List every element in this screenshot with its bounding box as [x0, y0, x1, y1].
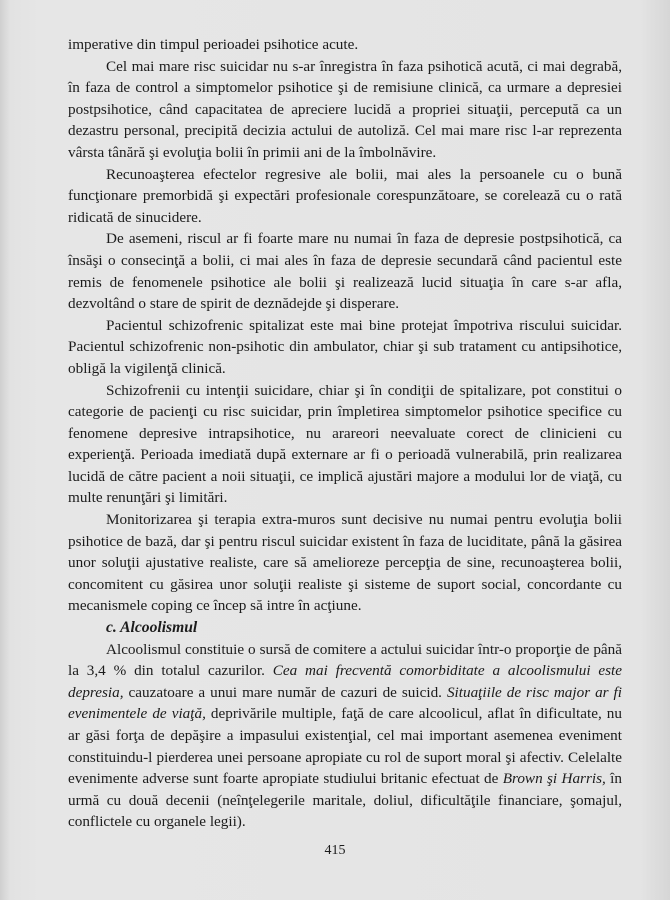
paragraph-monitoring: Monitorizarea şi terapia extra-muros sunt decisive nu numai pentru evoluţia bolii psihotice de bază, dar şi pentru riscul suicidar existent în faza de luciditate, până la găsirea unor soluţii ajustative realiste, care să amelioreze percepţia de sine, recunoaşterea bolii, concomitent cu găsirea unor soluţii realiste şi sisteme de suport social, concordante cu mecanismele coping ce încep să intre în acţiune. — [68, 511, 622, 615]
paragraph-continuation: imperative din timpul perioadei psihotice acute. — [68, 36, 359, 53]
italic-segment: Brown şi Harris, — [502, 770, 606, 788]
text-segment: cauzatoare a unui mare număr de cazuri de suicid. — [123, 683, 447, 701]
text-segment: în urmă cu două decenii (neînţelegerile maritale, doliul, dificultăţile financiare, şomajul, conflictele cu organele legii). — [68, 770, 622, 831]
paragraph-secondary-depression: De asemeni, riscul ar fi foarte mare nu numai în faza de depresie postpsihotică, ca însăşi o consecinţă a bolii, ci mai ales în faza de depresie secundară când pacientul este remis de fenomenele psihotice ale bolii şi realizează lucid situaţia în care s-ar afla, dezvoltând o stare de spirit de deznădejde şi disperare. — [68, 230, 622, 313]
page-number: 415 — [324, 843, 346, 858]
paragraph-regressive-effects: Recunoaşterea efectelor regresive ale bolii, mai ales la persoanele cu o bună funcţionare premorbidă şi expectări profesionale corespunzătoare, se corelează cu o rată ridicată de sinucidere. — [68, 165, 622, 226]
paragraph-suicidal-intent: Schizofrenii cu intenţii suicidare, chiar şi în condiţii de spitalizare, pot constitui o categorie de pacienţi cu risc suicidar, prin împletirea simptomelor psihotice specifice cu fenomene depresive intrapsihotice, nu arareori neevaluate corect de clinicieni cu experienţă. Perioada imediată după externare ar fi o perioadă vulnerabilă, prin realizarea lucidă de către pacient a noii situaţii, ce implică ajustări majore a modului lor de viaţă, cu multe renunţări şi limitări. — [68, 381, 622, 507]
italic-segment: Situaţiile de risc major ar fi evenimentele de viaţă, — [68, 683, 622, 723]
page-body — [68, 34, 622, 833]
section-heading: c. Alcoolismul — [106, 619, 198, 637]
paragraph-hospitalized-patient: Pacientul schizofrenic spitalizat este mai bine protejat împotriva riscului suicidar. Pacientul schizofrenic non-psihotic din ambulator, chiar şi sub tratament cu antipsihotice, obligă la vigilenţă clinică. — [68, 316, 622, 377]
text-segment: deprivările multiple, faţă de care alcoolicul, aflat în dificultate, nu ar găsi forţa de depăşire a impasului existenţial, cel mai important asemenea eveniment constituindu-l pierderea unei persoane apropiate cu rol de suport moral şi afectiv. Celelalte evenimente adverse sunt foarte apropiate studiului britanic efectuat de — [68, 705, 622, 788]
paragraph-risk-postpsychotic: Cel mai mare risc suicidar nu s-ar înregistra în faza psihotică acută, ci mai degrabă, în faza de control a simptomelor psihotice şi de remisiune clinică, ca urmare a depresiei postpsihotice, când capacitatea de apreciere lucidă a propriei situaţii, percepută ca un dezastru personal, precipită decizia actului de autoliză. Cel mai mare risc l-ar reprezenta vârsta tânără şi evoluţia bolii în primii ani de la îmbolnăvire. — [68, 57, 622, 161]
text-segment: Alcoolismul constituie o sursă de comitere a actului suicidar într-o proporţie de până la 3,4 % din totalul cazurilor. — [68, 640, 622, 680]
italic-segment: Cea mai frecventă comorbiditate a alcoolismului este depresia, — [68, 662, 623, 701]
paragraph-alcoholism — [68, 639, 622, 833]
